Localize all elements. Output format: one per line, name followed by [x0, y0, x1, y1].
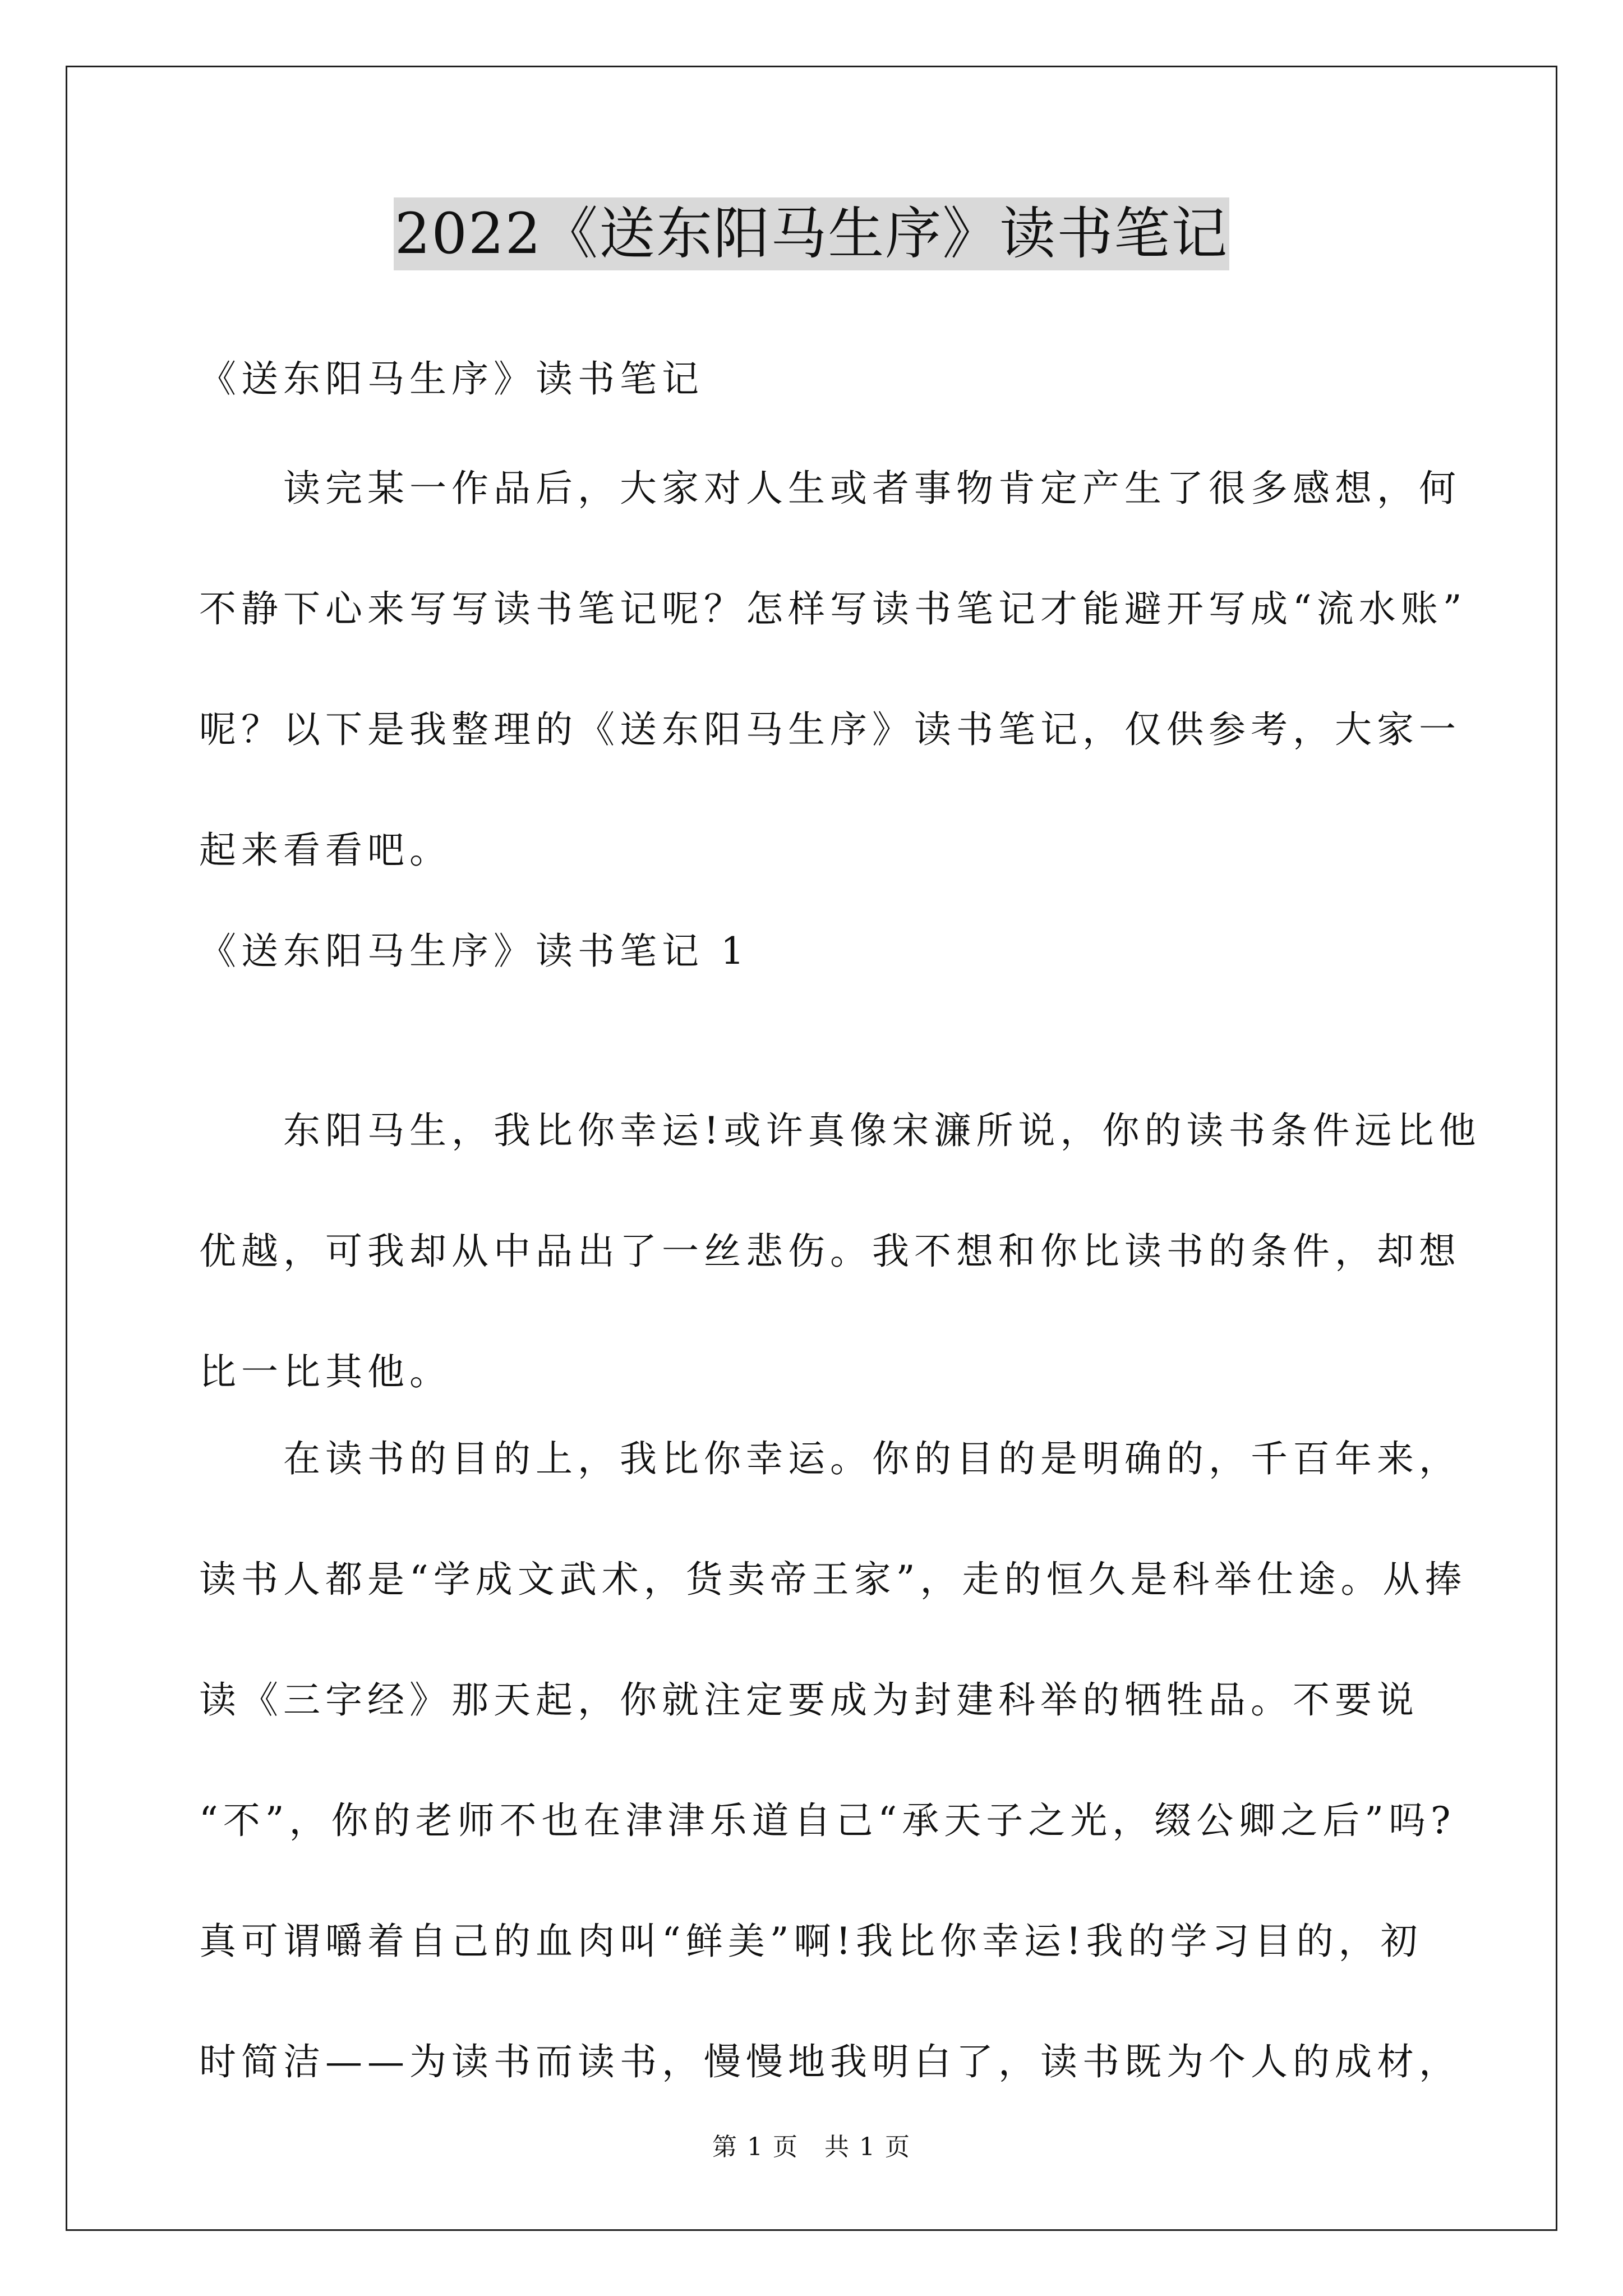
paragraph-line: 读完某一作品后，大家对人生或者事物肯定产生了很多感想，何	[283, 467, 1461, 510]
paragraph-line: 呢？以下是我整理的《送东阳马生序》读书笔记，仅供参考，大家一	[199, 708, 1461, 751]
intro-paragraph	[199, 467, 1467, 872]
paragraph-line: 时简洁——为读书而读书，慢慢地我明白了，读书既为个人的成材，	[199, 2040, 1461, 2083]
paragraph-line: 东阳马生，我比你幸运!或许真像宋濂所说，你的读书条件远比他	[283, 1109, 1481, 1152]
paragraph-line: 优越，可我却从中品出了一丝悲伤。我不想和你比读书的条件，却想	[199, 1230, 1461, 1273]
page-footer: 第 1 页 共 1 页	[712, 2133, 911, 2161]
document-subtitle: 《送东阳马生序》读书笔记	[199, 357, 704, 401]
paragraph-line: 真可谓嚼着自己的血肉叫“鲜美”啊!我比你幸运!我的学习目的，初	[199, 1920, 1423, 1963]
paragraph-line: 读《三字经》那天起，你就注定要成为封建科举的牺牲品。不要说	[199, 1678, 1419, 1722]
paragraph-line: 读书人都是“学成文武术，货卖帝王家”，走的恒久是科举仕途。从捧	[199, 1558, 1467, 1601]
paragraph-line: “不”，你的老师不也在津津乐道自己“承天子之光，缀公卿之后”吗?	[199, 1799, 1456, 1842]
title-container	[0, 197, 1623, 270]
paragraph-line: 比一比其他。	[199, 1350, 451, 1393]
paragraph-1	[199, 1109, 1481, 1393]
document-title: 2022《送东阳马生序》读书笔记	[394, 197, 1230, 270]
paragraph-2	[199, 1437, 1467, 2083]
section-heading: 《送东阳马生序》读书笔记 1	[199, 930, 749, 973]
paragraph-line: 在读书的目的上，我比你幸运。你的目的是明确的，千百年来，	[283, 1437, 1461, 1480]
paragraph-line: 不静下心来写写读书笔记呢？怎样写读书笔记才能避开写成“流水账”	[199, 587, 1467, 631]
paragraph-line: 起来看看吧。	[199, 829, 451, 872]
